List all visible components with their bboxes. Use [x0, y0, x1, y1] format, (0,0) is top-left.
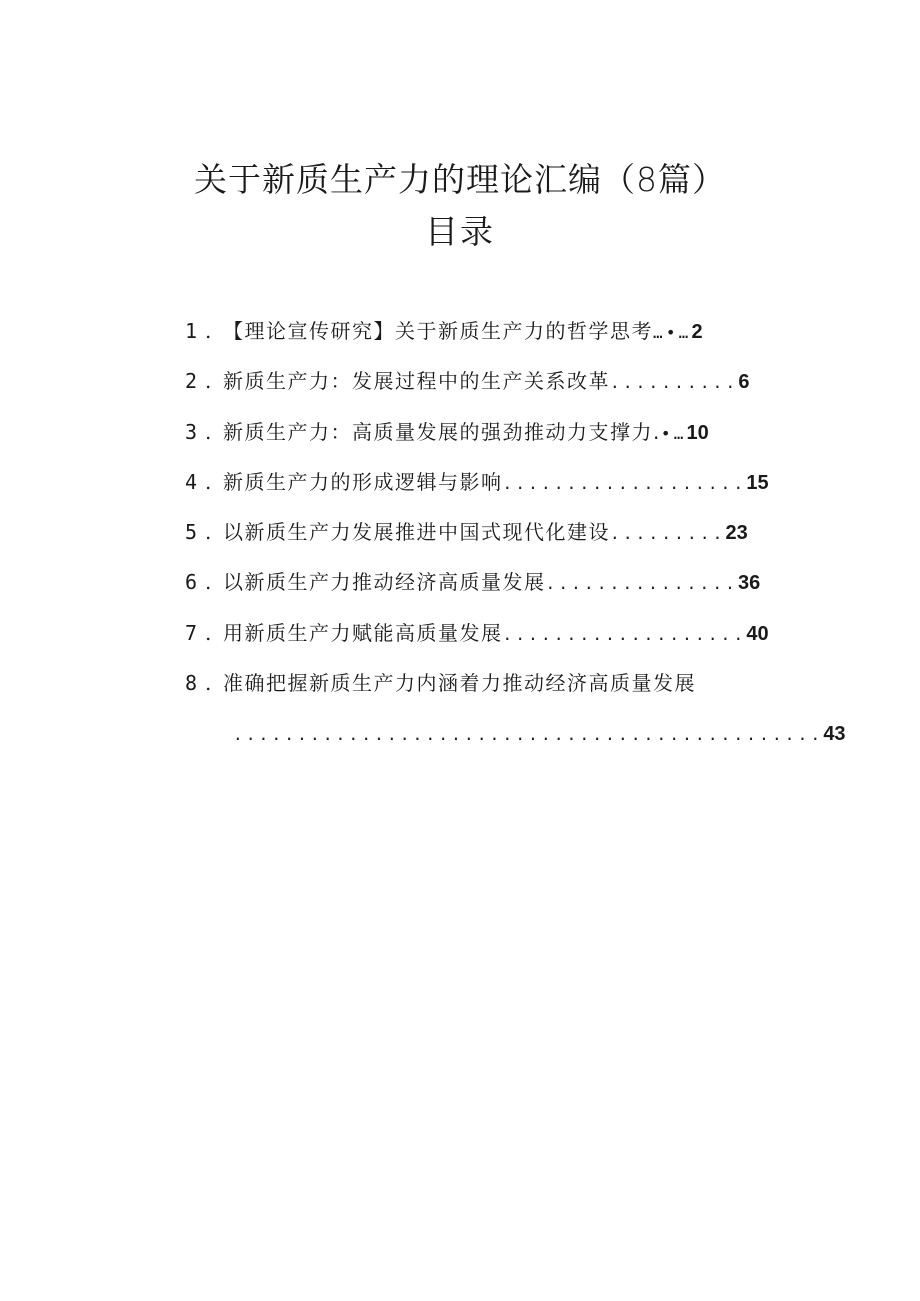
toc-entry-number: 4 [185, 469, 199, 494]
toc-entry-number: 3 [185, 419, 199, 444]
toc-entry-separator: . [205, 520, 213, 545]
toc-entry-title: 用新质生产力赋能高质量发展 [223, 620, 503, 645]
toc-entry-separator: . [205, 369, 213, 394]
toc-entry-7[interactable] [185, 614, 785, 664]
toc-entry-title: 以新质生产力发展推进中国式现代化建设 [223, 520, 610, 545]
toc-entry-page: 15 [746, 471, 769, 494]
toc-entry-page: 40 [746, 622, 769, 645]
toc-entry-number: 2 [185, 369, 199, 394]
toc-entry-number: 5 [185, 520, 199, 545]
document-title: 关于新质生产力的理论汇编（8篇） [194, 160, 726, 199]
toc-entry-page: 6 [738, 371, 750, 394]
toc-entry-title: 新质生产力：发展过程中的生产关系改革 [223, 369, 610, 394]
toc-entry-number: 1 [185, 319, 199, 343]
toc-entry-separator: . [205, 419, 213, 444]
toc-entry-title: 准确把握新质生产力内涵着力推动经济高质量发展 [223, 671, 696, 696]
toc-entry-1[interactable] [185, 312, 785, 362]
table-of-contents [185, 312, 846, 764]
toc-entry-8[interactable] [185, 664, 785, 714]
toc-entry-separator: . [205, 620, 213, 645]
toc-entry-separator: . [205, 671, 213, 696]
toc-entry-page: 2 [691, 321, 703, 343]
toc-entry-page: 43 [823, 723, 846, 746]
toc-entry-leader: ................... [502, 473, 747, 493]
toc-entry-leader: ............... [545, 574, 738, 594]
toc-entry-title: 以新质生产力推动经济高质量发展 [223, 570, 546, 595]
toc-entry-leader: ......... [610, 524, 726, 544]
toc-entry-leader: .......... [610, 373, 739, 393]
toc-entry-leader: ................... [502, 624, 747, 644]
toc-entry-separator: . [205, 570, 213, 595]
toc-entry-8-continuation[interactable] [185, 714, 846, 764]
toc-entry-6[interactable] [185, 563, 785, 613]
toc-entry-number: 8 [185, 671, 199, 696]
toc-entry-4[interactable] [185, 463, 785, 513]
toc-entry-number: 7 [185, 620, 199, 645]
toc-entry-3[interactable] [185, 413, 785, 463]
toc-entry-leader: •… [660, 423, 687, 443]
toc-entry-leader: …•… [653, 323, 692, 342]
toc-entry-number: 6 [185, 570, 199, 595]
toc-entry-title: 【理论宣传研究】关于新质生产力的哲学思考 [223, 319, 653, 343]
toc-entry-separator: . [205, 469, 213, 494]
toc-entry-page: 10 [686, 421, 709, 444]
toc-entry-2[interactable] [185, 362, 785, 412]
toc-entry-title: 新质生产力：高质量发展的强劲推动力支撑力. [223, 419, 661, 444]
toc-entry-page: 23 [725, 522, 748, 545]
toc-heading: 目录 [425, 212, 495, 251]
toc-entry-5[interactable] [185, 513, 785, 563]
toc-entry-leader: .............................................. [233, 725, 824, 745]
toc-entry-separator: . [205, 319, 213, 343]
toc-entry-page: 36 [738, 572, 761, 595]
toc-entry-title: 新质生产力的形成逻辑与影响 [223, 469, 503, 494]
